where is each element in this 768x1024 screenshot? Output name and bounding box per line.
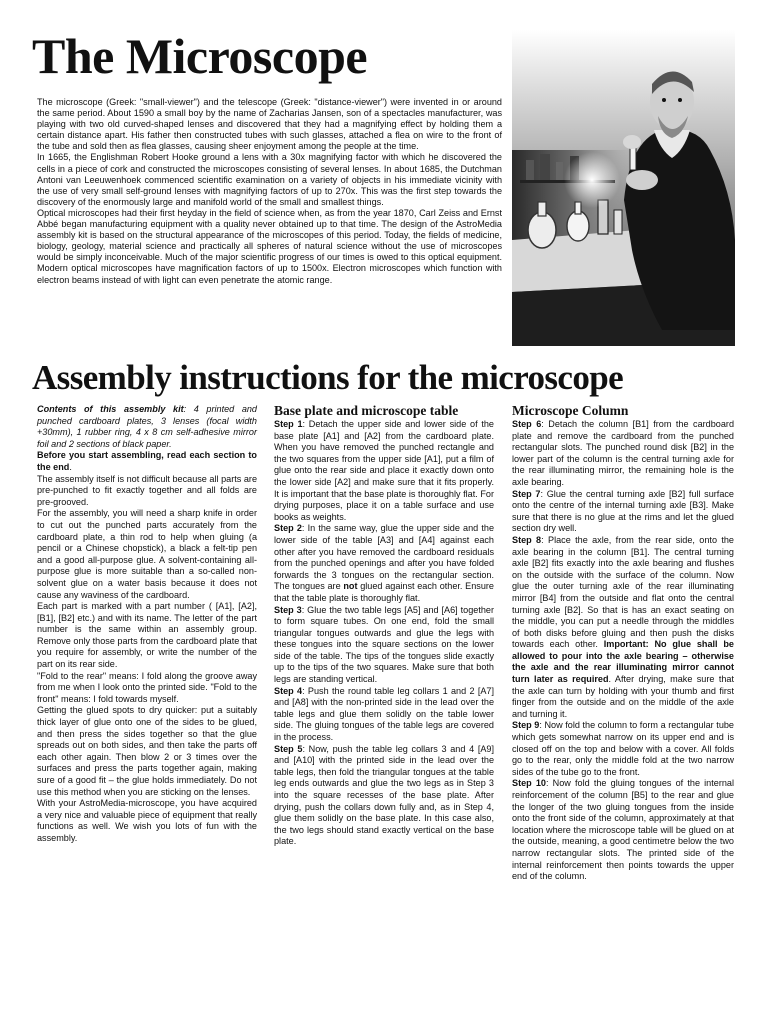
step-text: : Now fold the column to form a rectangular tube which gets somewhat narrow on its upper end and is closed off on the top and below with a cover. All folds go to the rear, only the middle fold at the two narrow sides of the tube go to the front.	[512, 720, 734, 777]
general-paragraph: The assembly itself is not difficult because all parts are pre-punched to fit exactly together and all folds are pre-grooved.	[37, 473, 257, 507]
step-2	[274, 523, 494, 604]
step-8	[512, 535, 734, 721]
step-label: Step 6	[512, 419, 542, 429]
step-text: . After drying, make sure that the axle can turn by holding with your thumb and first finger from the outside and on the middle of the axle and turning it.	[512, 674, 734, 719]
page-title: The Microscope	[32, 28, 368, 84]
step-5	[274, 744, 494, 848]
step-label: Step 3	[274, 604, 302, 615]
step-text: : Detach the upper side and lower side of the base plate [A1] and [A2] from the cardboard plate. When you have removed the punched rectangle and the two squares from the upper side [A1], put a film of glue onto the rear side and place it exactly down onto the lower side [A2] and make sure that it fits properly. It is important that the base plate is thoroughly flat. For drying purposes, place it on a table surface and use books as weights.	[274, 419, 494, 522]
column-introduction	[37, 404, 257, 845]
step-text: : Now fold the gluing tongues of the internal reinforcement of the column [B5] to the rear and glue the longer of the two gluing tongues from the inside onto the front side of the column, approximately at that location where the microscope table will be glued on at the outside, meaning, a good centimetre below the two narrow rectangular slots. The printed side of the internal reinforcement then points towards the upper end of the column.	[512, 778, 734, 882]
assembly-heading: Assembly instructions for the microscope	[32, 358, 624, 397]
column-microscope-column	[512, 404, 734, 883]
scientist-engraving-image	[512, 30, 735, 346]
intro-paragraph: In 1665, the Englishman Robert Hooke ground a lens with a 30x magnifying factor with which he discovered the cells in a piece of cork and constructed the microscopes consisting of several lenses. In about 1685, the Dutchman Antoni van Leeuwenhoek commenced scientific examination on a variety of objects in his immediate vicinity with the use of very small self-ground lenses with magnifying factors of up to 270x. This was the first step towards the discovery of the enormously large and manifold world of the small and smallest things.	[37, 152, 502, 207]
step-7	[512, 489, 734, 535]
step-9	[512, 720, 734, 778]
step-label: Step 2	[274, 523, 302, 534]
section-heading-base-plate: Base plate and microscope table	[274, 403, 459, 418]
step-text: glued against each other. Ensure that the table plate is thoroughly flat.	[274, 581, 494, 603]
step-label: Step 8	[512, 534, 542, 545]
intro-paragraph: The microscope (Greek: "small-viewer") and the telescope (Greek: "distance-viewer") were invented in or around the same period. About 1590 a small boy by the name of Zacharias Jansen, son of a spectacles manufacturer, was playing with two old curved-shaped lenses and discovered that they had a magnifying effect by holding them a certain distance apart. His father then constructed tubes with such glasses, attached a flea on wire to the front of the tube and sold then as flea glasses, causing sheer enjoyment among the people at the time.	[37, 97, 502, 152]
step-label: Step 1	[274, 419, 303, 429]
step-text: : Glue the two table legs [A5] and [A6] together to form square tubes. On one end, fold the small triangular tongues outwards and glue the legs with these tongues into the square sections on the lower side of the table. The tips of the tongues slide exactly up to the tips of the two squares. Make sure that both legs are standing vertical.	[274, 604, 495, 685]
step-label: Step 9	[512, 720, 540, 731]
step-text: : Place the axle, from the rear side, onto the axle bearing in the column [B1]. The central turning axle [B2] fits exactly into the axle bearing and flushes on the outside with the surface of the column. Now glue the outer turning axle of the rear illuminating mirror [B4] from the outside and flat onto the central turning axle [B2]. So that is has an exact seating on the middle, you can put a needle through the middles of both disks before gluing and then push the disks towards each other.	[512, 534, 734, 650]
step-text: : In the same way, glue the upper side and the lower side of the table [A3] and [A4] against each other after you have removed the cardboard residuals from the punched openings and after you have folded forwards the 3 tongues on the rectangular section. The tongues are	[274, 523, 494, 592]
general-paragraph: "Fold to the rear" means: I fold along the groove away from me when I look onto the printed side. "Fold to the front" means: I fold towards myself.	[37, 670, 257, 704]
read-first-notice	[37, 450, 257, 473]
section-heading-microscope-column: Microscope Column	[512, 403, 629, 418]
intro-text	[37, 97, 502, 286]
step-label: Step 7	[512, 488, 541, 499]
step-label: Step 4	[274, 685, 303, 696]
step-10	[512, 778, 734, 882]
step-label: Step 5	[274, 743, 303, 754]
read-first-text: Before you start assembling, read each section to the end	[37, 450, 257, 472]
step-text: : Glue the central turning axle [B2] full surface onto the centre of the internal turning axle [B3]. Make sure that there is no glue at the rims and let the glued section dry well.	[512, 488, 734, 534]
contents-label: Contents of this assembly kit	[37, 404, 184, 414]
step-3	[274, 605, 494, 686]
step-text: : Now, push the table leg collars 3 and 4 [A9] and [A10] with the printed side in the lead over the table legs, then fold the triangular tongues at the table leg ends outwards and glue the two legs as in Step 3 into the square recesses of the base plate. After drying, push the collars down fully and, as in Step 4, glue them solidly on the base plate. In this case also, the two legs should stand exactly vertical on the base plate.	[274, 743, 494, 847]
important-note: Important: No glue shall be allowed to pour into the axle bearing – otherwise the axle and the rear illuminating mirror cannot turn later as required	[512, 639, 734, 685]
step-text: : Push the round table leg collars 1 and 2 [A7] and [A8] with the non-printed side in the lead over the table legs and glue them solidly on the table lower side. The gluing tongues of the table legs are covered in the process.	[274, 685, 495, 743]
step-6	[512, 419, 734, 489]
step-text: : Detach the column [B1] from the cardboard plate and remove the cardboard from the punched rectangular slots. The punched round disk [B2] in the lower part of the column is the central turning axle for the rear illuminating mirror, the remaining hole is the axle bearing.	[512, 419, 734, 487]
step-1	[274, 419, 494, 523]
intro-paragraph: Optical microscopes had their first heyday in the field of science when, as from the year 1870, Carl Zeiss and Ernst Abbé began manufacturing equipment with a quality never obtained up to that time. The design of the AstroMedia assembly kit is based on the structural appearance of the microscopes of this period. Today, the fields of medicine, biology, geology, material science and practically all spheres of natural science without the use of microscopes would be simply inconceivable. Much of the major scientific progress of our times is owed to this optical equipment. Modern optical microscopes have magnification factors of up to 1500x. Electron microscopes which function with electron beams instead of with light can even penetrate the atomic range.	[37, 207, 502, 285]
general-paragraph: Getting the glued spots to dry quicker: put a suitably thick layer of glue onto one of the sides to be glued, and then press the sides together so that the glue spreads out on both sides, and then take the parts off each other again. Then blow 2 or 3 times over the surfaces and press the parts together again, making sure of a good fit – the glue holds immediately. Do not use this method when you are sticking on the lenses.	[37, 705, 257, 797]
read-first-end: .	[69, 461, 72, 472]
kit-contents	[37, 404, 257, 450]
general-paragraph: Each part is marked with a part number ( [A1], [A2], [B1], [B2] etc.) and with its name. The letter of the part number is the same within an assembly group. Remove only those parts from the cardboard plate that you require for assembly, or write the number of the part on its rear side.	[37, 601, 257, 670]
general-paragraph: With your AstroMedia-microscope, you have acquired a very nice and valuable piece of equipment that really functions as well. We wish you lots of fun with the assembly.	[37, 798, 257, 843]
contents-text: : 4 printed and punched cardboard plates, 3 lenses (focal width +30mm), 1 rubber ring, 4 x 8 cm self-adhesive mirror foil and 2 sections of black paper.	[37, 404, 257, 449]
column-base-plate	[274, 404, 494, 848]
general-paragraph: For the assembly, you will need a sharp knife in order to cut out the punched parts accurately from the cardboard plate, a thin rod to help when gluing (a pencil or a Chinese chopstick), a black a felt-tip pen and a good all-purpose glue. A solvent-containing all-purpose glue is more suitable than a so-called non-solvent glue on a water basis because it does not cause any waviness of the cardboard.	[37, 508, 257, 600]
emphasis-not: not	[343, 581, 358, 592]
step-label: Step 10	[512, 778, 546, 789]
step-4	[274, 686, 494, 744]
